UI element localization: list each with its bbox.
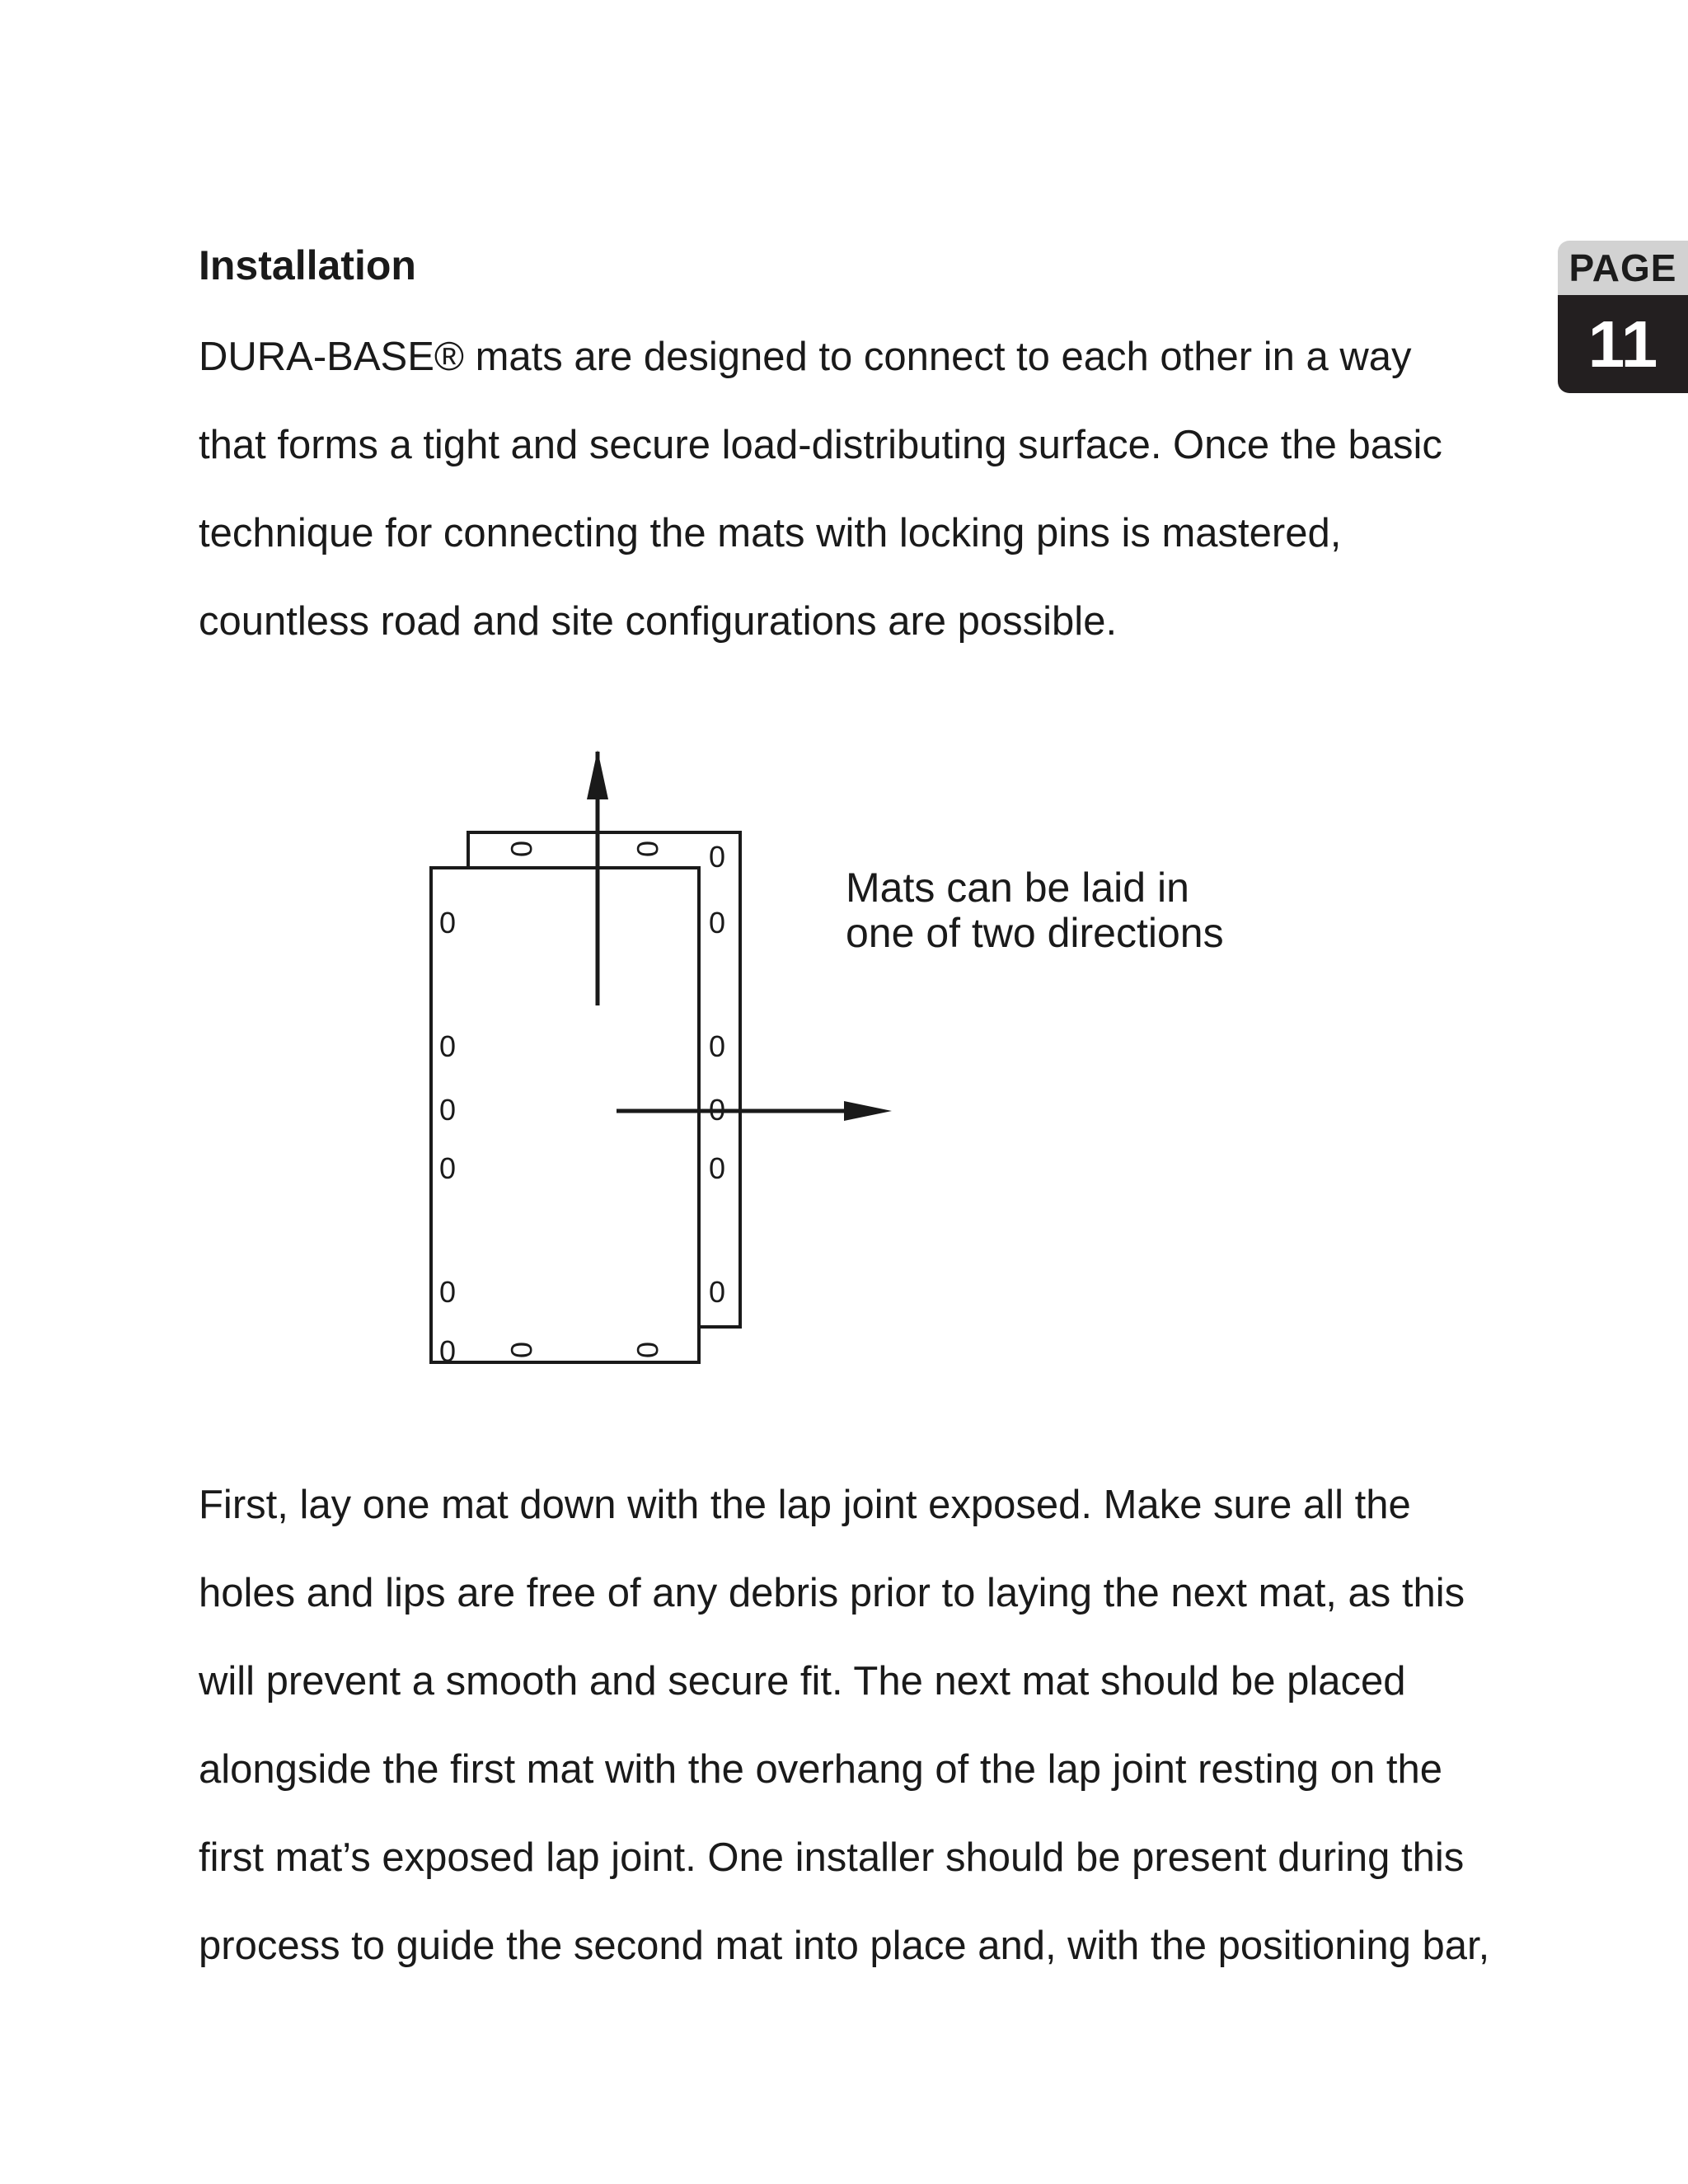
- pin-hole-icon: 0: [504, 1341, 538, 1359]
- body-line: First, lay one mat down with the lap joint exposed. Make sure all the: [199, 1483, 1411, 1527]
- intro-line: DURA-BASE® mats are designed to connect to each other in a way: [199, 335, 1412, 379]
- body-line: will prevent a smooth and secure fit. The next mat should be placed: [199, 1659, 1406, 1704]
- pin-hole-icon: 0: [438, 1093, 457, 1127]
- pin-hole-icon: 0: [708, 906, 726, 940]
- pin-hole-icon: 0: [438, 1029, 457, 1063]
- body-line: holes and lips are free of any debris prior to laying the next mat, as this: [199, 1571, 1465, 1615]
- intro-line: technique for connecting the mats with locking pins is mastered,: [199, 511, 1342, 555]
- pin-hole-icon: 0: [708, 1275, 726, 1309]
- intro-line: that forms a tight and secure load-distributing surface. Once the basic: [199, 423, 1442, 467]
- pin-hole-icon: 0: [708, 1151, 726, 1185]
- pin-hole-icon: 0: [438, 1275, 457, 1309]
- pin-hole-icon: 0: [504, 840, 538, 858]
- page-number: 11: [1558, 295, 1688, 393]
- front-mat-outline: [431, 868, 699, 1362]
- diagram-caption: [846, 865, 1224, 956]
- pin-hole-icon: 0: [708, 840, 726, 874]
- body-line: process to guide the second mat into place and, with the positioning bar,: [199, 1924, 1490, 1968]
- pin-hole-icon: 0: [708, 1093, 726, 1127]
- pin-hole-icon: 0: [438, 1151, 457, 1185]
- pin-hole-icon: 0: [708, 1029, 726, 1063]
- pin-hole-icon: 0: [631, 840, 664, 858]
- intro-line: countless road and site configurations are possible.: [199, 599, 1118, 644]
- pin-hole-icon: 0: [438, 906, 457, 940]
- horizontal-arrowhead: [844, 1101, 892, 1121]
- section-heading: Installation: [199, 242, 416, 288]
- caption-line: one of two directions: [846, 910, 1224, 956]
- page-label: PAGE: [1558, 241, 1688, 295]
- body-paragraph: [199, 1461, 1489, 1990]
- body-line: first mat’s exposed lap joint. One installer should be present during this: [199, 1835, 1465, 1880]
- caption-line: Mats can be laid in: [846, 865, 1189, 911]
- pin-hole-icon: 0: [438, 1334, 457, 1368]
- body-line: alongside the first mat with the overhang of the lap joint resting on the: [199, 1747, 1443, 1792]
- pin-hole-icon: 0: [631, 1341, 664, 1359]
